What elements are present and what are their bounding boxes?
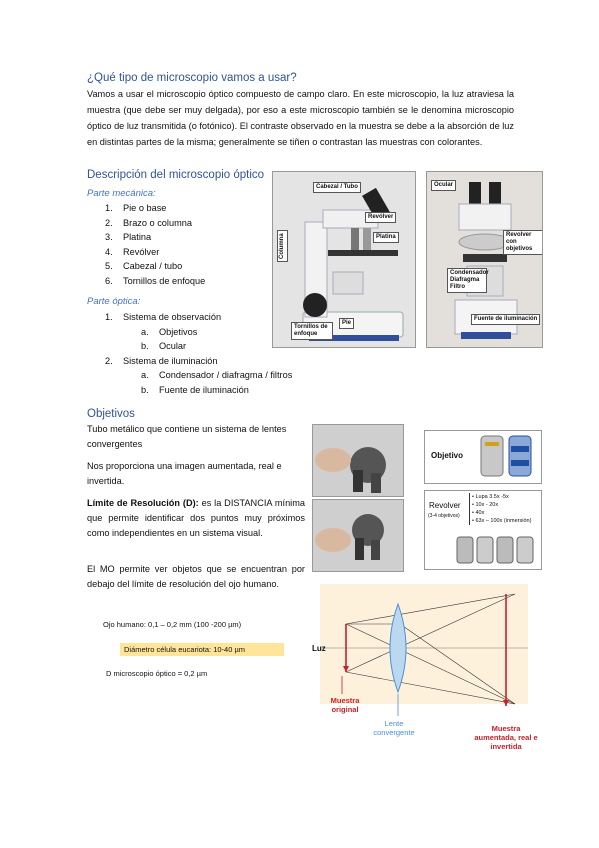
list-item: • 10x - 20x	[472, 502, 499, 508]
label-fuente: Fuente de iluminación	[471, 314, 540, 325]
intro-paragraph: Vamos a usar el microscopio óptico compuesto de campo claro. En este microscopio, la luz atraviesa la muestra (que debe ser muy delgada), por eso a este microscopio también se le denomina microscopio óptico de luz transmitida (o fotónico). El contraste observado en la muestra se debe a la absorción de luz en distintas partes de la misma; generalmente se tiñen o contrastan las muestras con colorantes.	[87, 89, 514, 147]
objetivo-label: Objetivo	[431, 451, 464, 460]
label-revolver-objetivos: Revolver con objetivos	[503, 230, 543, 255]
label-tornillos: Tornillos de enfoque	[291, 322, 333, 340]
list-item: b. Ocular	[141, 341, 187, 351]
resolution-celula: Diámetro célula eucariota: 10-40 µm	[120, 643, 284, 656]
lens-luz-label: Luz	[312, 644, 326, 653]
mech-subtitle: Parte mecánica:	[87, 188, 156, 199]
label-ocular: Ocular	[431, 180, 456, 191]
list-item: 2. Brazo o columna	[105, 217, 192, 228]
lens-diagram	[310, 584, 542, 762]
objetivo-box	[424, 430, 542, 484]
opt-list	[105, 310, 292, 397]
microscope-front-photo	[426, 171, 543, 348]
objetivos-p4: El MO permite ver objetos que se encuentran por debajo del límite de resolución del ojo humano.	[87, 564, 305, 589]
label-condensador: Condensador Diafragma Filtro	[447, 268, 487, 293]
label-platina: Platina	[373, 232, 399, 243]
label-revolver: Revólver	[365, 212, 396, 223]
list-item: 1. Pie o base	[105, 203, 167, 213]
label-cabezal: Cabezal / Tubo	[313, 182, 361, 193]
objetivos-p2: Nos proporciona una imagen aumentada, real e invertida.	[87, 461, 282, 486]
microscope-side-photo	[272, 171, 416, 348]
resolution-ojo: Ojo humano: 0,1 – 0,2 mm (100 -200 µm)	[103, 620, 242, 629]
list-item: a. Condensador / diafragma / filtros	[141, 370, 293, 380]
objective-lenses-icon	[477, 434, 537, 480]
revolver-magnifications	[469, 493, 531, 525]
list-item: 3. Platina	[105, 232, 152, 242]
revolver-subtitle: (3-4 objetivos)	[428, 513, 460, 519]
list-item: 4. Revólver	[105, 246, 160, 257]
section-title-tipo: ¿Qué tipo de microscopio vamos a usar?	[87, 72, 297, 84]
label-pie: Pie	[339, 318, 354, 329]
list-item: • Lupa 3.5x -5x	[472, 494, 509, 500]
resolution-term: Límite de Resolución (D):	[87, 498, 199, 508]
revolver-hand-photo-1	[312, 424, 404, 497]
lens-muestra-label: Muestra original	[330, 696, 360, 714]
objetivos-p3	[87, 496, 305, 541]
section-title-descripcion: Descripción del microscopio óptico	[87, 169, 265, 181]
list-item: b. Fuente de iluminación	[141, 384, 249, 395]
opt-subtitle: Parte óptica:	[87, 296, 141, 307]
resolution-mo: D microscopio óptico = 0,2 µm	[106, 669, 208, 678]
revolver-title: Revolver	[429, 501, 461, 510]
objectives-row-icon	[455, 535, 537, 565]
list-item: • 40x	[472, 510, 485, 516]
list-item: 2. Sistema de iluminación	[105, 355, 218, 366]
resolution-definition: es la DISTANCIA mínima que permite identificar dos puntos muy próximos como independientes en un sistema visual.	[87, 498, 305, 538]
objetivos-p1: Tubo metálico que contiene un sistema de lentes convergentes	[87, 424, 287, 449]
list-item: a. Objetivos	[141, 326, 198, 337]
list-item: 6. Tornillos de enfoque	[105, 275, 206, 286]
mech-list	[105, 201, 205, 288]
revolver-hand-photo-2	[312, 499, 404, 572]
revolver-box	[424, 490, 542, 570]
lens-lente-label: Lente convergente	[373, 719, 415, 737]
lens-imagen-label: Muestra aumentada, real e invertida	[474, 724, 538, 751]
list-item: 1. Sistema de observación	[105, 312, 222, 322]
list-item: • 63x – 100x (inmersión)	[472, 518, 532, 524]
list-item: 5. Cabezal / tubo	[105, 261, 183, 271]
label-columna: Columna	[277, 230, 288, 262]
section-title-objetivos: Objetivos	[87, 408, 135, 420]
